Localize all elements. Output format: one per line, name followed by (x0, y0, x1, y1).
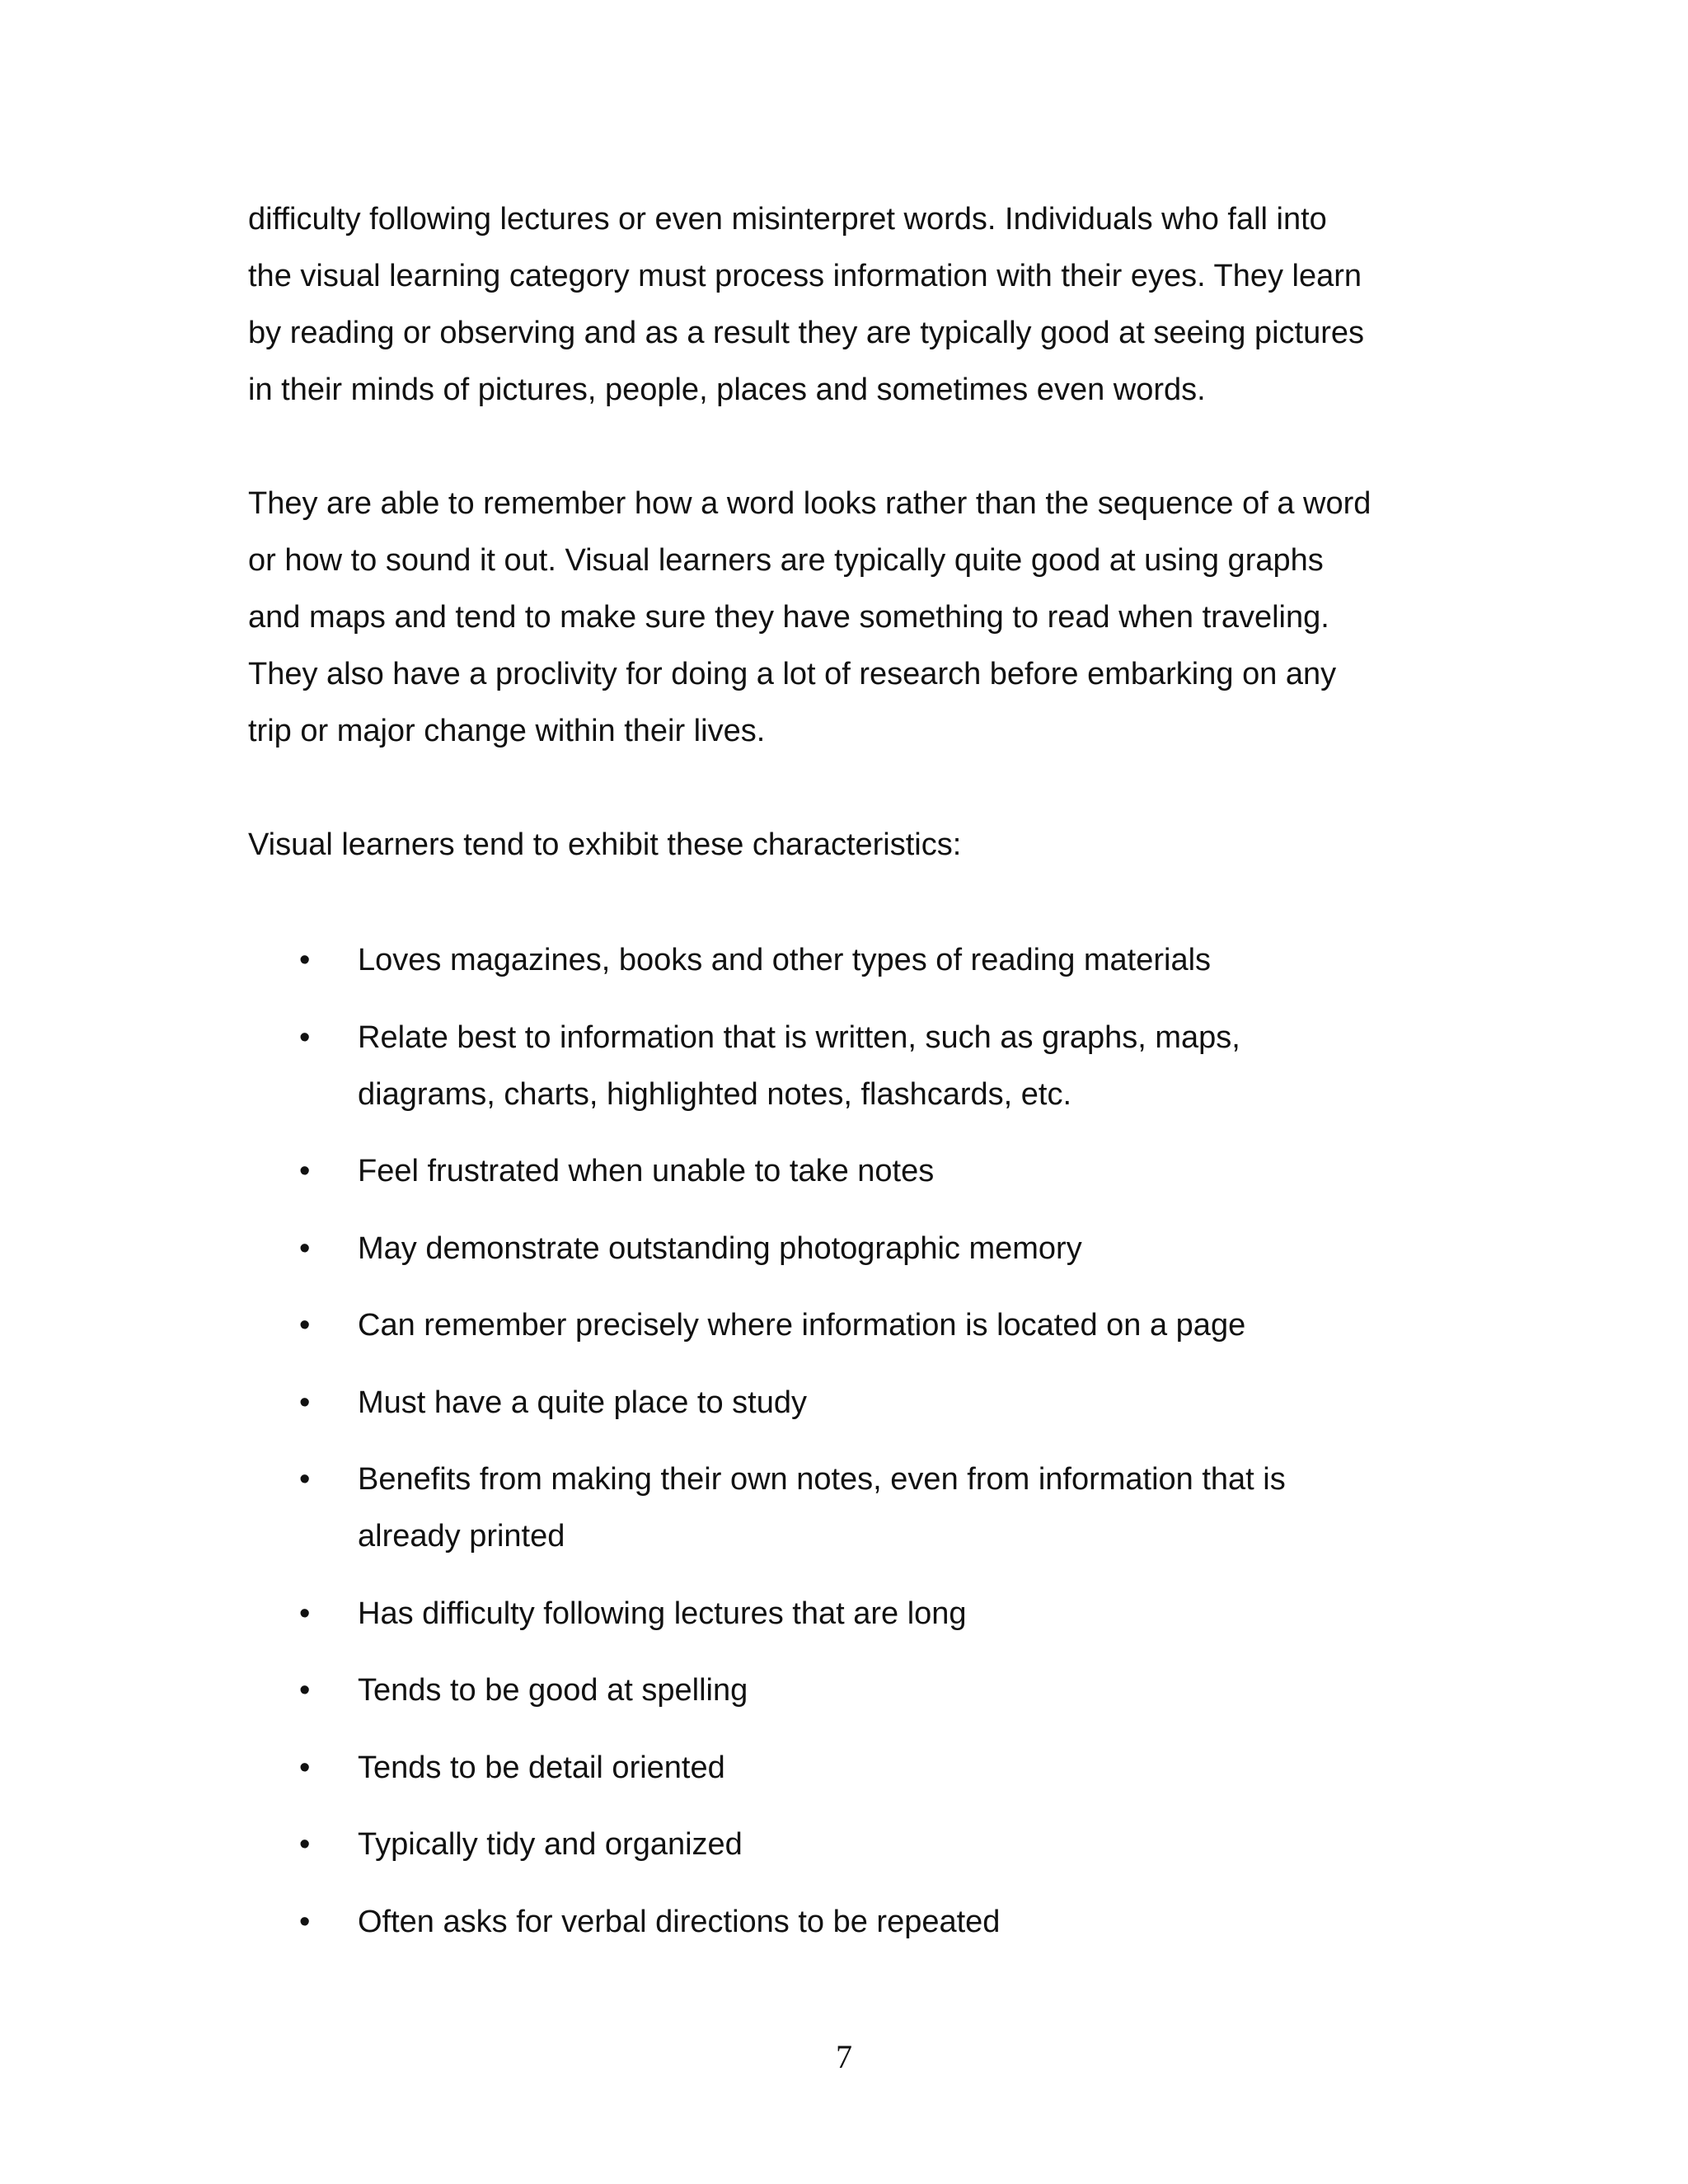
list-item-text: May demonstrate outstanding photographic memory (358, 1230, 1082, 1266)
list-item (248, 1662, 1460, 1719)
bullet-icon: • (299, 943, 311, 977)
paragraph-2 (248, 476, 1460, 760)
list-item (248, 1010, 1460, 1123)
bullet-icon: • (299, 1596, 311, 1631)
list-item-text: Benefits from making their own notes, even from information that is (358, 1462, 1286, 1497)
list-item-text: Feel frustrated when unable to take notes (358, 1154, 935, 1188)
list-item (248, 1375, 1460, 1432)
list-item-text: Often asks for verbal directions to be repeated (358, 1904, 1001, 1939)
bullet-icon: • (299, 1154, 311, 1188)
list-item (248, 1816, 1460, 1873)
list-item-text: Relate best to information that is written, such as graphs, maps, (358, 1019, 1240, 1055)
bullet-icon: • (299, 1904, 311, 1939)
list-item-text: Must have a quite place to study (358, 1385, 807, 1420)
list-item-text: Typically tidy and organized (358, 1827, 743, 1862)
paragraph-3-list-intro (248, 817, 1460, 874)
body-text (248, 191, 1460, 1971)
list-item (248, 1586, 1460, 1643)
bullet-icon: • (299, 1673, 311, 1708)
bullet-icon: • (299, 1750, 311, 1785)
paragraph-line: and maps and tend to make sure they have something to read when traveling. (248, 600, 1329, 635)
list-item-text: Tends to be good at spelling (358, 1673, 748, 1708)
paragraph-line: or how to sound it out. Visual learners are typically quite good at using graphs (248, 543, 1324, 578)
page-number: 7 (836, 2038, 852, 2075)
list-item-text: diagrams, charts, highlighted notes, flashcards, etc. (358, 1076, 1072, 1112)
list-item (248, 1297, 1460, 1354)
list-item (248, 932, 1460, 989)
bullet-icon: • (299, 1385, 311, 1420)
paragraph-line: trip or major change within their lives. (248, 714, 766, 748)
bullet-icon: • (299, 1230, 311, 1266)
list-item (248, 1143, 1460, 1200)
paragraph-line: by reading or observing and as a result they are typically good at seeing pictures (248, 316, 1365, 350)
list-item-text: Tends to be detail oriented (358, 1750, 725, 1785)
paragraph-line: difficulty following lectures or even misinterpret words. Individuals who fall into (248, 202, 1327, 237)
bullet-icon: • (299, 1462, 311, 1497)
list-item-text: already printed (358, 1519, 565, 1554)
paragraph-line: They are able to remember how a word looks rather than the sequence of a word (248, 486, 1372, 521)
paragraph-line: the visual learning category must process information with their eyes. They learn (248, 259, 1362, 293)
list-item (248, 1740, 1460, 1797)
list-item-text: Loves magazines, books and other types of reading materials (358, 943, 1212, 977)
paragraph-1 (248, 191, 1460, 419)
paragraph-line: Visual learners tend to exhibit these characteristics: (248, 827, 962, 862)
list-item (248, 1221, 1460, 1277)
list-item (248, 1894, 1460, 1951)
list-item (248, 1451, 1460, 1565)
paragraph-line: They also have a proclivity for doing a lot of research before embarking on any (248, 657, 1337, 691)
bullet-icon: • (299, 1019, 311, 1055)
list-item-text: Can remember precisely where information is located on a page (358, 1308, 1246, 1343)
paragraph-line: in their minds of pictures, people, places and sometimes even words. (248, 373, 1206, 407)
bullet-icon: • (299, 1308, 311, 1343)
characteristics-list (248, 932, 1460, 1951)
list-item-text: Has difficulty following lectures that are long (358, 1596, 967, 1631)
bullet-icon: • (299, 1827, 311, 1862)
